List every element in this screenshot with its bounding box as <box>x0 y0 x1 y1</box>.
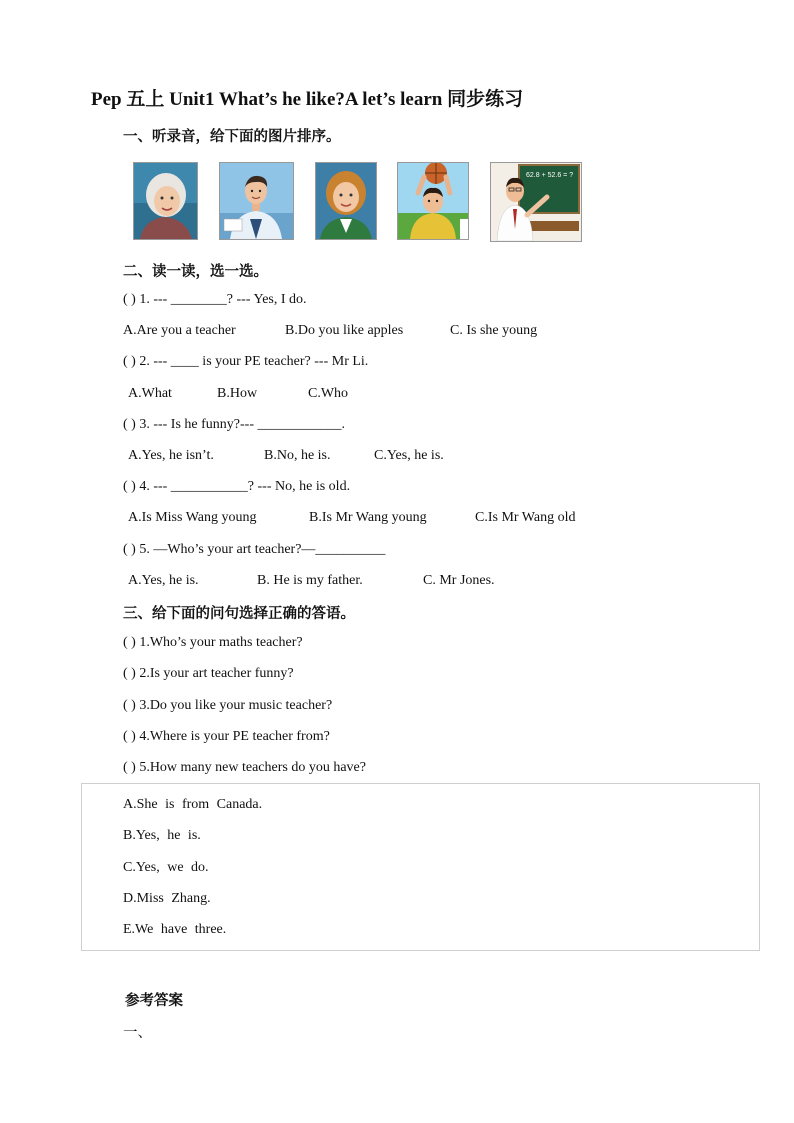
math-teacher-icon <box>490 162 582 242</box>
s2-question-4: ( ) 4. --- ___________? --- No, he is old. <box>123 479 351 494</box>
s2-q3-option-b: B.No, he is. <box>264 448 331 463</box>
s2-question-3: ( ) 3. --- Is he funny?--- ____________. <box>123 417 345 432</box>
s2-q4-option-a: A.Is Miss Wang young <box>128 510 257 525</box>
s2-q1-option-b: B.Do you like apples <box>285 323 404 338</box>
section3-heading: 三、给下面的问句选择正确的答语。 <box>123 606 355 622</box>
s2-q1-option-a: A.Are you a teacher <box>123 323 236 338</box>
s2-q5-option-b: B. He is my father. <box>257 573 363 588</box>
s2-question-5: ( ) 5. —Who’s your art teacher?—__________ <box>123 542 386 557</box>
answer-choice-e: E.We have three. <box>123 922 227 937</box>
s3-question-5: ( ) 5.How many new teachers do you have? <box>123 760 366 775</box>
page-title: Pep 五上 Unit1 What’s he like?A let’s learn 同步练习 <box>91 89 524 110</box>
section2-heading: 二、读一读，选一选。 <box>123 264 268 280</box>
young-teacher-icon <box>219 162 294 240</box>
grandma-portrait-icon <box>133 162 198 240</box>
s2-q3-option-a: A.Yes, he isn’t. <box>128 448 214 463</box>
answer-choices-box <box>81 783 760 951</box>
reference-answer-heading: 参考答案 <box>125 993 183 1009</box>
answer-choice-b: B.Yes, he is. <box>123 828 201 843</box>
picture-row <box>133 162 593 242</box>
s3-question-1: ( ) 1.Who’s your maths teacher? <box>123 635 303 650</box>
woman-portrait-icon <box>315 162 377 240</box>
s2-question-2: ( ) 2. --- ____ is your PE teacher? --- Mr Li. <box>123 354 369 369</box>
s3-question-4: ( ) 4.Where is your PE teacher from? <box>123 729 330 744</box>
s3-question-2: ( ) 2.Is your art teacher funny? <box>123 666 294 681</box>
section1-heading: 一、听录音，给下面的图片排序。 <box>123 129 341 145</box>
s2-q4-option-b: B.Is Mr Wang young <box>309 510 427 525</box>
s2-q2-option-a: A.What <box>128 386 172 401</box>
s2-q1-option-c: C. Is she young <box>450 323 538 338</box>
s2-q5-option-a: A.Yes, he is. <box>128 573 199 588</box>
answer-choice-a: A.She is from Canada. <box>123 797 263 812</box>
reference-answer-section-1: 一、 <box>123 1025 152 1041</box>
basketball-boy-icon <box>397 162 469 240</box>
s2-q5-option-c: C. Mr Jones. <box>423 573 495 588</box>
answer-choice-c: C.Yes, we do. <box>123 860 209 875</box>
s2-q2-option-c: C.Who <box>308 386 349 401</box>
answer-choice-d: D.Miss Zhang. <box>123 891 211 906</box>
s2-question-1: ( ) 1. --- ________? --- Yes, I do. <box>123 292 307 307</box>
board-equation: 62.8 + 52.6 = ? <box>526 172 574 179</box>
s2-q2-option-b: B.How <box>217 386 258 401</box>
s2-q4-option-c: C.Is Mr Wang old <box>475 510 576 525</box>
s2-q3-option-c: C.Yes, he is. <box>374 448 444 463</box>
s3-question-3: ( ) 3.Do you like your music teacher? <box>123 698 333 713</box>
